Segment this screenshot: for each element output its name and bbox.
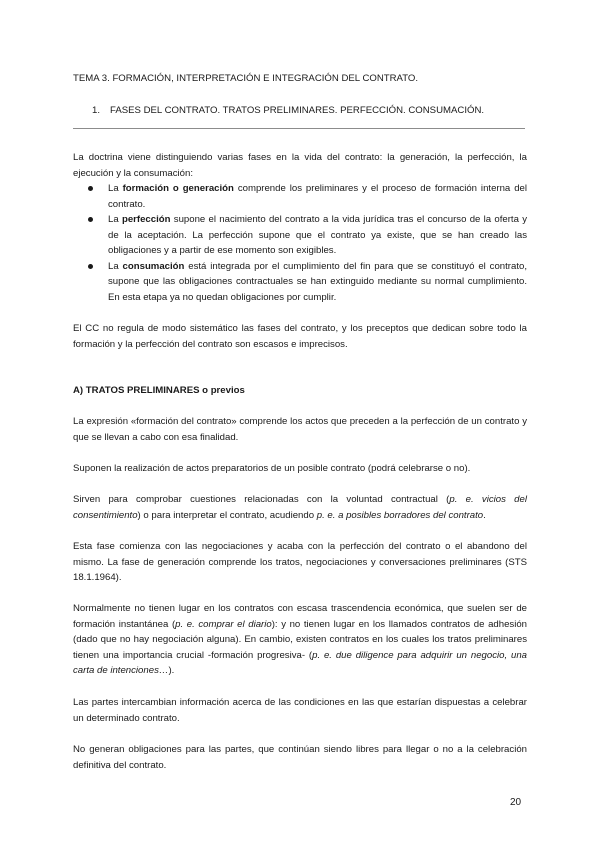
section-divider	[73, 128, 525, 129]
phase-lead: La	[108, 183, 123, 194]
text-run: ): y no tienen lugar en los llamados contratos de adhesión (dado que no hay negociación alguna). En cambio, existen contratos en los cuales los tratos preliminares tienen una importancia crucial -formación progresiva- (	[73, 618, 528, 661]
page-number: 20	[510, 797, 522, 808]
paragraph-5	[73, 601, 527, 679]
phase-description: comprende los preliminares y el proceso de formación interna del contrato.	[108, 183, 528, 210]
section-a-heading	[73, 383, 527, 399]
section-title: FASES DEL CONTRATO. TRATOS PRELIMINARES. PERFECCIÓN. CONSUMACIÓN.	[110, 105, 485, 116]
text-run: ).	[168, 665, 175, 676]
text-run: Sirven para comprobar cuestiones relacionadas con la voluntad contractual (	[73, 494, 450, 505]
italic-run: p. e. vicios del consentimiento	[73, 494, 527, 521]
bullet-icon	[88, 264, 93, 269]
phases-list	[73, 181, 527, 305]
phase-lead: La	[108, 214, 122, 225]
theme-title: TEMA 3. FORMACIÓN, INTERPRETACIÓN E INTEGRACIÓN DEL CONTRATO.	[73, 73, 419, 84]
bullet-icon	[88, 186, 93, 191]
paragraph-4: Esta fase comienza con las negociaciones y acaba con la perfección del contrato o el abandono del mismo. La fase de generación comprende los tratos, negociaciones y conversaciones preliminares (STS 18.1.1964).	[73, 541, 527, 583]
section-a-heading-text: A) TRATOS PRELIMINARES o previos	[73, 385, 245, 396]
paragraph-6: Las partes intercambian información acerca de las condiciones en las que estarían dispuestas a celebrar un determinado contrato.	[73, 697, 527, 724]
italic-run: p. e. a posibles borradores del contrato	[316, 509, 484, 521]
list-item	[73, 212, 527, 259]
paragraph-2: Suponen la realización de actos preparatorios de un posible contrato (podrá celebrarse o no).	[73, 463, 471, 474]
phase-description: está integrada por el cumplimiento del fin para que se constituyó el contrato, supone que las obligaciones contractuales se han extinguido mediante su normal cumplimiento. En esta etapa ya no quedan obligaciones por cumplir.	[108, 260, 527, 303]
list-item	[73, 181, 527, 212]
paragraph-1: La expresión «formación del contrato» comprende los actos que preceden a la perfección de un contrato y que se llevan a cabo con esa finalidad.	[73, 416, 527, 443]
phase-term: perfección	[121, 214, 171, 225]
text-run: .	[483, 509, 486, 521]
paragraph-3	[73, 492, 527, 523]
text-run: ) o para interpretar el contrato, acudiendo	[137, 509, 317, 521]
phase-description: supone el nacimiento del contrato a la vida jurídica tras el concurso de la oferta y de la aceptación. La perfección supone que el contrato ya existe, que se han creado las obligaciones y a partir de ese momento son exigibles.	[108, 214, 528, 256]
list-item	[73, 259, 527, 306]
italic-run: p. e. comprar el diario	[175, 618, 272, 630]
bullet-icon	[88, 217, 93, 222]
phase-term: consumación	[122, 260, 185, 272]
cc-paragraph: El CC no regula de modo sistemático las fases del contrato, y los preceptos que dedican sobre todo la formación y la perfección del contrato son escasos e imprecisos.	[73, 323, 527, 350]
section-number: 1.	[92, 105, 101, 116]
text-run: Normalmente no tienen lugar en los contratos con escasa trascendencia económica, que suelen ser de formación instantánea (	[73, 603, 527, 630]
italic-run: p. e. due diligence para adquirir un negocio, una carta de intenciones…	[73, 649, 527, 676]
paragraph-7: No generan obligaciones para las partes, que continúan siendo libres para llegar o no a la celebración definitiva del contrato.	[73, 744, 527, 771]
phase-term: formación o generación	[122, 183, 234, 194]
phase-lead: La	[108, 260, 123, 272]
intro-paragraph: La doctrina viene distinguiendo varias fases en la vida del contrato: la generación, la perfección, la ejecución y la consumación:	[73, 152, 527, 179]
